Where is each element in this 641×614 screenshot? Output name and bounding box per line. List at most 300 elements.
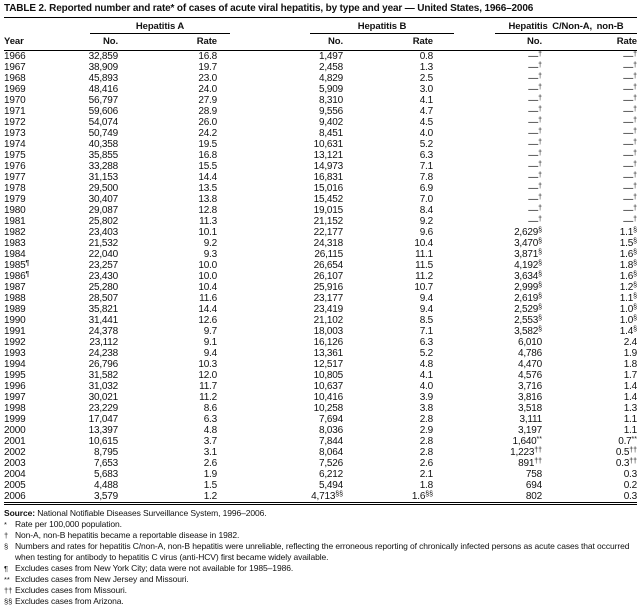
hepc-rate-cell: 1.4 — [623, 392, 637, 403]
hepb-no-cell: 23,177 — [313, 293, 343, 304]
hepa-no-cell: 35,855 — [88, 150, 118, 161]
hepa-rate-cell: 9.1 — [203, 337, 217, 348]
hepc-no-cell: —† — [528, 84, 542, 95]
hepc-no-cell: —† — [528, 150, 542, 161]
year-cell: 1985¶ — [4, 260, 30, 271]
hepc-rate-cell: 1.0§ — [619, 315, 637, 326]
hepa-no-cell: 23,430 — [88, 271, 118, 282]
hepb-no-cell: 8,036 — [318, 425, 343, 436]
hepc-rate-cell: —† — [623, 128, 637, 139]
table-row — [4, 128, 637, 139]
footnote-marker: ¶ — [4, 563, 8, 573]
col-header-hepb-no: No. — [217, 34, 343, 51]
hepb-rate-cell: 4.1 — [419, 95, 433, 106]
hepa-rate-cell: 11.3 — [199, 216, 217, 227]
table-row — [4, 381, 637, 392]
hepa-rate-cell: 1.2 — [118, 491, 217, 504]
hepa-rate-cell: 12.8 — [198, 205, 217, 216]
hepa-rate-cell: 12.0 — [198, 370, 217, 381]
hepb-rate-cell: 2.5 — [419, 73, 433, 84]
hepa-no-cell: 5,683 — [93, 469, 118, 480]
hepb-rate-cell: 6.9 — [419, 183, 433, 194]
hepb-no-cell: 7,694 — [318, 414, 343, 425]
hepa-no-cell: 23,257 — [88, 260, 118, 271]
hepb-rate-cell: 1.6§§ — [343, 491, 433, 504]
table-row — [4, 425, 637, 436]
hepc-rate-cell: —† — [623, 161, 637, 172]
hepc-rate-cell: 1.1§ — [619, 293, 637, 304]
table-row — [4, 370, 637, 381]
hepa-rate-cell: 27.9 — [198, 95, 217, 106]
table-row — [4, 73, 637, 84]
hepa-no-cell: 38,909 — [88, 62, 118, 73]
hepb-rate-cell: 2.8 — [419, 447, 433, 458]
group-hepatitis-a: Hepatitis A — [90, 21, 230, 34]
hepc-rate-cell: 2.4 — [623, 337, 637, 348]
table-row — [4, 95, 637, 106]
hepa-no-cell: 17,047 — [88, 414, 118, 425]
hepb-rate-cell: 4.7 — [419, 106, 433, 117]
hepc-no-cell: 3,634§ — [514, 271, 542, 282]
year-cell: 1968 — [4, 73, 26, 84]
hepc-rate-cell: 1.1§ — [619, 227, 637, 238]
hepb-rate-cell: 8.5 — [419, 315, 433, 326]
hepb-rate-cell: 4.8 — [419, 359, 433, 370]
hepc-rate-cell: 1.4§ — [619, 326, 637, 337]
hepb-no-cell: 18,003 — [313, 326, 343, 337]
hepa-rate-cell: 19.7 — [198, 62, 217, 73]
hepc-no-cell: 2,529§ — [514, 304, 542, 315]
hepa-rate-cell: 10.3 — [198, 359, 217, 370]
hepb-no-cell: 14,973 — [313, 161, 343, 172]
year-cell: 1994 — [4, 359, 26, 370]
year-cell: 2005 — [4, 480, 26, 491]
hepc-rate-cell: 1.1 — [623, 425, 637, 436]
year-cell: 1988 — [4, 293, 26, 304]
hepb-rate-cell: 7.1 — [419, 326, 433, 337]
hepa-rate-cell: 3.1 — [203, 447, 217, 458]
year-cell: 2006 — [4, 491, 64, 504]
hepa-rate-cell: 1.5 — [203, 480, 217, 491]
hepb-no-cell: 7,844 — [318, 436, 343, 447]
table-row — [4, 139, 637, 150]
hepb-no-cell: 21,152 — [313, 216, 343, 227]
hepc-no-cell: —† — [528, 128, 542, 139]
hepc-no-cell: 1,640** — [512, 436, 542, 447]
hepa-rate-cell: 16.8 — [198, 150, 217, 161]
hepc-no-cell: —† — [528, 183, 542, 194]
hepc-rate-cell: 1.9 — [623, 348, 637, 359]
hepc-rate-cell: —† — [623, 172, 637, 183]
hepc-no-cell: 2,999§ — [514, 282, 542, 293]
hepc-no-cell: —† — [528, 62, 542, 73]
hepc-no-cell: —† — [528, 95, 542, 106]
footnote: † Non-A, non-B hepatitis became a reportable disease in 1982. — [4, 530, 240, 540]
table-row — [4, 458, 637, 469]
hepc-rate-cell: —† — [623, 51, 637, 62]
hepc-rate-cell: 0.5†† — [615, 447, 637, 458]
table-row — [4, 84, 637, 95]
hepb-rate-cell: 4.0 — [419, 381, 433, 392]
table-row — [4, 403, 637, 414]
hepc-rate-cell: —† — [623, 62, 637, 73]
hepc-no-cell: 891†† — [518, 458, 542, 469]
year-cell: 1973 — [4, 128, 26, 139]
hepc-rate-cell: 0.3†† — [615, 458, 637, 469]
hepc-rate-cell: 1.5§ — [619, 238, 637, 249]
hepa-no-cell: 31,441 — [88, 315, 118, 326]
hepc-rate-cell: 1.4 — [623, 381, 637, 392]
hepb-no-cell: 15,452 — [313, 194, 343, 205]
year-cell: 1999 — [4, 414, 26, 425]
group-hepatitis-b: Hepatitis B — [310, 21, 454, 34]
source-line — [4, 508, 637, 519]
year-cell: 1995 — [4, 370, 26, 381]
table-row — [4, 348, 637, 359]
hepb-no-cell: 4,713§§ — [217, 491, 343, 504]
hepc-rate-cell: 1.3 — [623, 403, 637, 414]
hepb-no-cell: 23,419 — [313, 304, 343, 315]
table-row — [4, 150, 637, 161]
hepc-rate-cell: 1.1 — [623, 414, 637, 425]
hepa-rate-cell: 10.4 — [198, 282, 217, 293]
year-cell: 1971 — [4, 106, 26, 117]
hepb-no-cell: 25,916 — [313, 282, 343, 293]
hepb-no-cell: 2,458 — [318, 62, 343, 73]
hepc-rate-cell: 0.3 — [542, 491, 637, 504]
year-cell: 1978 — [4, 183, 26, 194]
hepc-rate-cell: 1.2§ — [619, 282, 637, 293]
hepb-no-cell: 10,631 — [313, 139, 343, 150]
hepb-rate-cell: 9.4 — [419, 293, 433, 304]
hepb-rate-cell: 11.1 — [415, 249, 433, 260]
table-row — [4, 304, 637, 315]
footnote: ** Excludes cases from New Jersey and Missouri. — [4, 574, 189, 584]
table-row — [4, 414, 637, 425]
hepc-no-cell: 2,619§ — [514, 293, 542, 304]
footnote-marker: ** — [4, 574, 10, 584]
year-cell: 1982 — [4, 227, 26, 238]
year-cell: 1980 — [4, 205, 26, 216]
table-row — [4, 172, 637, 183]
hepa-no-cell: 23,229 — [88, 403, 118, 414]
hepc-rate-cell: 1.6§ — [619, 249, 637, 260]
hepa-no-cell: 4,488 — [93, 480, 118, 491]
hepb-no-cell: 15,016 — [313, 183, 343, 194]
hepb-rate-cell: 11.2 — [415, 271, 433, 282]
hepc-no-cell: 3,197 — [517, 425, 542, 436]
table-row — [4, 392, 637, 403]
hepb-no-cell: 10,805 — [313, 370, 343, 381]
hepc-no-cell: 2,629§ — [514, 227, 542, 238]
hepc-no-cell: —† — [528, 51, 542, 62]
footnote-marker: † — [4, 530, 9, 540]
hepa-no-cell: 3,579 — [64, 491, 118, 504]
hepa-rate-cell: 19.5 — [198, 139, 217, 150]
table-row — [4, 183, 637, 194]
hepb-no-cell: 9,402 — [318, 117, 343, 128]
hepa-rate-cell: 11.6 — [199, 293, 217, 304]
hepc-no-cell: —† — [528, 194, 542, 205]
hepc-rate-cell: —† — [623, 117, 637, 128]
hepb-rate-cell: 2.1 — [419, 469, 433, 480]
hepb-rate-cell: 3.8 — [419, 403, 433, 414]
footnote: * Rate per 100,000 population. — [4, 519, 122, 529]
column-group-header — [4, 18, 637, 34]
hepa-rate-cell: 9.7 — [203, 326, 217, 337]
table-row — [4, 216, 637, 227]
hepc-rate-cell: —† — [623, 183, 637, 194]
year-cell: 1998 — [4, 403, 26, 414]
hepa-no-cell: 23,403 — [88, 227, 118, 238]
hepb-rate-cell: 1.8 — [419, 480, 433, 491]
hepb-rate-cell: 10.7 — [414, 282, 433, 293]
year-cell: 1992 — [4, 337, 26, 348]
hepb-rate-cell: 4.0 — [419, 128, 433, 139]
hepc-rate-cell: —† — [623, 95, 637, 106]
table-row — [4, 293, 637, 304]
hepb-rate-cell: 5.2 — [419, 139, 433, 150]
hepa-rate-cell: 10.0 — [198, 271, 217, 282]
hepc-rate-cell: —† — [623, 205, 637, 216]
table-title: TABLE 2. Reported number and rate* of cases of acute viral hepatitis, by type and year — United States, 1966–2006 — [4, 3, 637, 18]
source-text: National Notifiable Diseases Surveillance System, 1996–2006. — [37, 508, 267, 518]
hepb-rate-cell: 8.4 — [419, 205, 433, 216]
table-row — [4, 106, 637, 117]
hepb-rate-cell: 6.3 — [419, 337, 433, 348]
hepa-rate-cell: 1.9 — [203, 469, 217, 480]
hepc-no-cell: —† — [528, 139, 542, 150]
year-cell: 1984 — [4, 249, 26, 260]
footnote: ¶ Excludes cases from New York City; data were not available for 1985–1986. — [4, 563, 294, 573]
hepa-no-cell: 7,653 — [93, 458, 118, 469]
year-cell: 1981 — [4, 216, 26, 227]
col-header-hepc-no: No. — [433, 34, 542, 51]
year-cell: 1986¶ — [4, 271, 30, 282]
hepb-rate-cell: 10.4 — [414, 238, 433, 249]
hepc-no-cell: 802 — [433, 491, 542, 504]
hepa-rate-cell: 3.7 — [203, 436, 217, 447]
year-cell: 1977 — [4, 172, 26, 183]
hepb-rate-cell: 4.1 — [419, 370, 433, 381]
hepa-rate-cell: 10.0 — [198, 260, 217, 271]
hepc-no-cell: 3,470§ — [514, 238, 542, 249]
hepc-rate-cell: 1.8 — [623, 359, 637, 370]
hepb-no-cell: 16,126 — [313, 337, 343, 348]
table-row — [4, 260, 637, 271]
hepa-no-cell: 29,500 — [88, 183, 118, 194]
hepa-rate-cell: 16.8 — [198, 51, 217, 62]
hepb-rate-cell: 9.2 — [419, 216, 433, 227]
hepb-rate-cell: 2.8 — [419, 414, 433, 425]
col-header-hepb-rate: Rate — [343, 34, 433, 51]
hepc-no-cell: 4,786 — [517, 348, 542, 359]
table-row — [4, 117, 637, 128]
hepa-rate-cell: 9.3 — [203, 249, 217, 260]
hepc-no-cell: —† — [528, 205, 542, 216]
hepa-rate-cell: 2.6 — [203, 458, 217, 469]
year-cell: 1989 — [4, 304, 26, 315]
footnote: § Numbers and rates for hepatitis C/non-A, non-B hepatitis were unreliable, reflecting the erroneous reporting of chronically infected persons as acute cases that occurred when testing for antibody to hepatitis C virus (anti-HCV) first became widely available. — [4, 541, 630, 562]
hepa-no-cell: 29,087 — [88, 205, 118, 216]
hepb-rate-cell: 3.9 — [419, 392, 433, 403]
hepc-no-cell: 1,223†† — [510, 447, 542, 458]
footnotes — [4, 519, 637, 607]
hepa-rate-cell: 24.0 — [198, 84, 217, 95]
hepa-no-cell: 13,397 — [88, 425, 118, 436]
hepa-rate-cell: 6.3 — [203, 414, 217, 425]
hepc-no-cell: 6,010 — [517, 337, 542, 348]
hepa-no-cell: 40,358 — [88, 139, 118, 150]
hepc-no-cell: 2,553§ — [514, 315, 542, 326]
table-row — [4, 447, 637, 458]
footnote-marker: * — [4, 519, 7, 529]
hepa-no-cell: 32,859 — [88, 51, 118, 62]
footnote-marker: §§ — [4, 596, 13, 606]
hepb-rate-cell: 2.9 — [419, 425, 433, 436]
hepc-no-cell: 4,192§ — [514, 260, 542, 271]
hepb-no-cell: 5,494 — [318, 480, 343, 491]
footnote-marker: †† — [4, 585, 13, 595]
hepa-rate-cell: 14.4 — [198, 172, 217, 183]
table-row — [4, 205, 637, 216]
hepb-no-cell: 24,318 — [313, 238, 343, 249]
hepa-rate-cell: 14.4 — [198, 304, 217, 315]
year-cell: 1993 — [4, 348, 26, 359]
table-row — [4, 491, 637, 504]
hepa-rate-cell: 4.8 — [203, 425, 217, 436]
hepb-no-cell: 7,526 — [318, 458, 343, 469]
table-row — [4, 359, 637, 370]
hepc-rate-cell: 1.6§ — [619, 271, 637, 282]
hepc-no-cell: 694 — [525, 480, 542, 491]
hepa-no-cell: 28,507 — [88, 293, 118, 304]
hepb-no-cell: 1,497 — [318, 51, 343, 62]
hepa-no-cell: 48,416 — [88, 84, 118, 95]
hepc-no-cell: —† — [528, 172, 542, 183]
hepc-rate-cell: 0.2 — [623, 480, 637, 491]
hepb-rate-cell: 7.0 — [419, 194, 433, 205]
year-cell: 1976 — [4, 161, 26, 172]
hepc-no-cell: —† — [528, 216, 542, 227]
hepa-no-cell: 31,032 — [88, 381, 118, 392]
year-cell: 2000 — [4, 425, 26, 436]
hepb-rate-cell: 0.8 — [419, 51, 433, 62]
table-body — [4, 51, 637, 504]
year-cell: 2004 — [4, 469, 26, 480]
hepa-rate-cell: 11.2 — [199, 392, 217, 403]
hepb-no-cell: 22,177 — [313, 227, 343, 238]
hepb-no-cell: 10,258 — [313, 403, 343, 414]
hepb-no-cell: 26,115 — [314, 249, 343, 260]
table-row — [4, 326, 637, 337]
col-header-hepc-rate: Rate — [542, 34, 637, 51]
hepc-rate-cell: —† — [623, 84, 637, 95]
hepa-rate-cell: 26.0 — [198, 117, 217, 128]
year-cell: 1983 — [4, 238, 26, 249]
hepa-no-cell: 50,749 — [88, 128, 118, 139]
hepatitis-data-table — [4, 34, 637, 505]
year-cell: 1979 — [4, 194, 26, 205]
year-cell: 1975 — [4, 150, 26, 161]
hepb-rate-cell: 6.3 — [419, 150, 433, 161]
hepa-rate-cell: 9.4 — [203, 348, 217, 359]
hepb-rate-cell: 3.0 — [419, 84, 433, 95]
hepa-no-cell: 10,615 — [88, 436, 118, 447]
table-row — [4, 161, 637, 172]
hepc-no-cell: 4,576 — [517, 370, 542, 381]
hepa-no-cell: 30,407 — [88, 194, 118, 205]
year-cell: 1969 — [4, 84, 26, 95]
table-row — [4, 271, 637, 282]
year-cell: 1990 — [4, 315, 26, 326]
hepa-no-cell: 25,280 — [88, 282, 118, 293]
table-row — [4, 282, 637, 293]
hepc-rate-cell: 1.8§ — [619, 260, 637, 271]
year-cell: 1996 — [4, 381, 26, 392]
hepb-no-cell: 13,361 — [313, 348, 343, 359]
hepc-no-cell: 3,518 — [517, 403, 542, 414]
hepa-no-cell: 21,532 — [88, 238, 118, 249]
hepc-no-cell: 3,716 — [517, 381, 542, 392]
hepc-rate-cell: 0.3 — [623, 469, 637, 480]
hepa-no-cell: 22,040 — [88, 249, 118, 260]
source-label: Source: — [4, 508, 35, 518]
hepa-no-cell: 25,802 — [88, 216, 118, 227]
hepa-rate-cell: 9.2 — [203, 238, 217, 249]
table-row — [4, 337, 637, 348]
group-hepatitis-c: Hepatitis C/Non-A, non-B — [495, 21, 637, 34]
hepb-no-cell: 4,829 — [318, 73, 343, 84]
hepa-rate-cell: 8.6 — [203, 403, 217, 414]
hepb-no-cell: 5,909 — [318, 84, 343, 95]
hepc-rate-cell: —† — [623, 194, 637, 205]
hepc-rate-cell: —† — [623, 139, 637, 150]
hepb-rate-cell: 9.6 — [419, 227, 433, 238]
hepa-no-cell: 24,378 — [88, 326, 118, 337]
year-cell: 1997 — [4, 392, 26, 403]
hepb-no-cell: 21,102 — [313, 315, 343, 326]
hepb-no-cell: 12,517 — [313, 359, 343, 370]
hepa-no-cell: 31,153 — [88, 172, 118, 183]
hepc-no-cell: 4,470 — [517, 359, 542, 370]
hepc-no-cell: 758 — [525, 469, 542, 480]
year-cell: 1967 — [4, 62, 26, 73]
year-cell: 1974 — [4, 139, 26, 150]
hepc-no-cell: —† — [528, 73, 542, 84]
footnote: †† Excludes cases from Missouri. — [4, 585, 127, 595]
hepb-rate-cell: 1.3 — [419, 62, 433, 73]
year-cell: 2003 — [4, 458, 26, 469]
hepa-rate-cell: 24.2 — [198, 128, 217, 139]
hepc-rate-cell: 1.0§ — [619, 304, 637, 315]
hepb-no-cell: 16,831 — [313, 172, 343, 183]
table-row — [4, 62, 637, 73]
hepa-no-cell: 54,074 — [88, 117, 118, 128]
hepa-rate-cell: 23.0 — [198, 73, 217, 84]
hepc-no-cell: —† — [528, 117, 542, 128]
hepa-no-cell: 8,795 — [93, 447, 118, 458]
table-row — [4, 227, 637, 238]
year-cell: 1970 — [4, 95, 26, 106]
hepc-no-cell: 3,816 — [517, 392, 542, 403]
hepb-rate-cell: 2.6 — [419, 458, 433, 469]
column-header-row — [4, 34, 637, 51]
hepa-rate-cell: 13.8 — [198, 194, 217, 205]
table-row — [4, 249, 637, 260]
hepb-no-cell: 10,637 — [313, 381, 343, 392]
hepc-no-cell: 3,871§ — [514, 249, 542, 260]
